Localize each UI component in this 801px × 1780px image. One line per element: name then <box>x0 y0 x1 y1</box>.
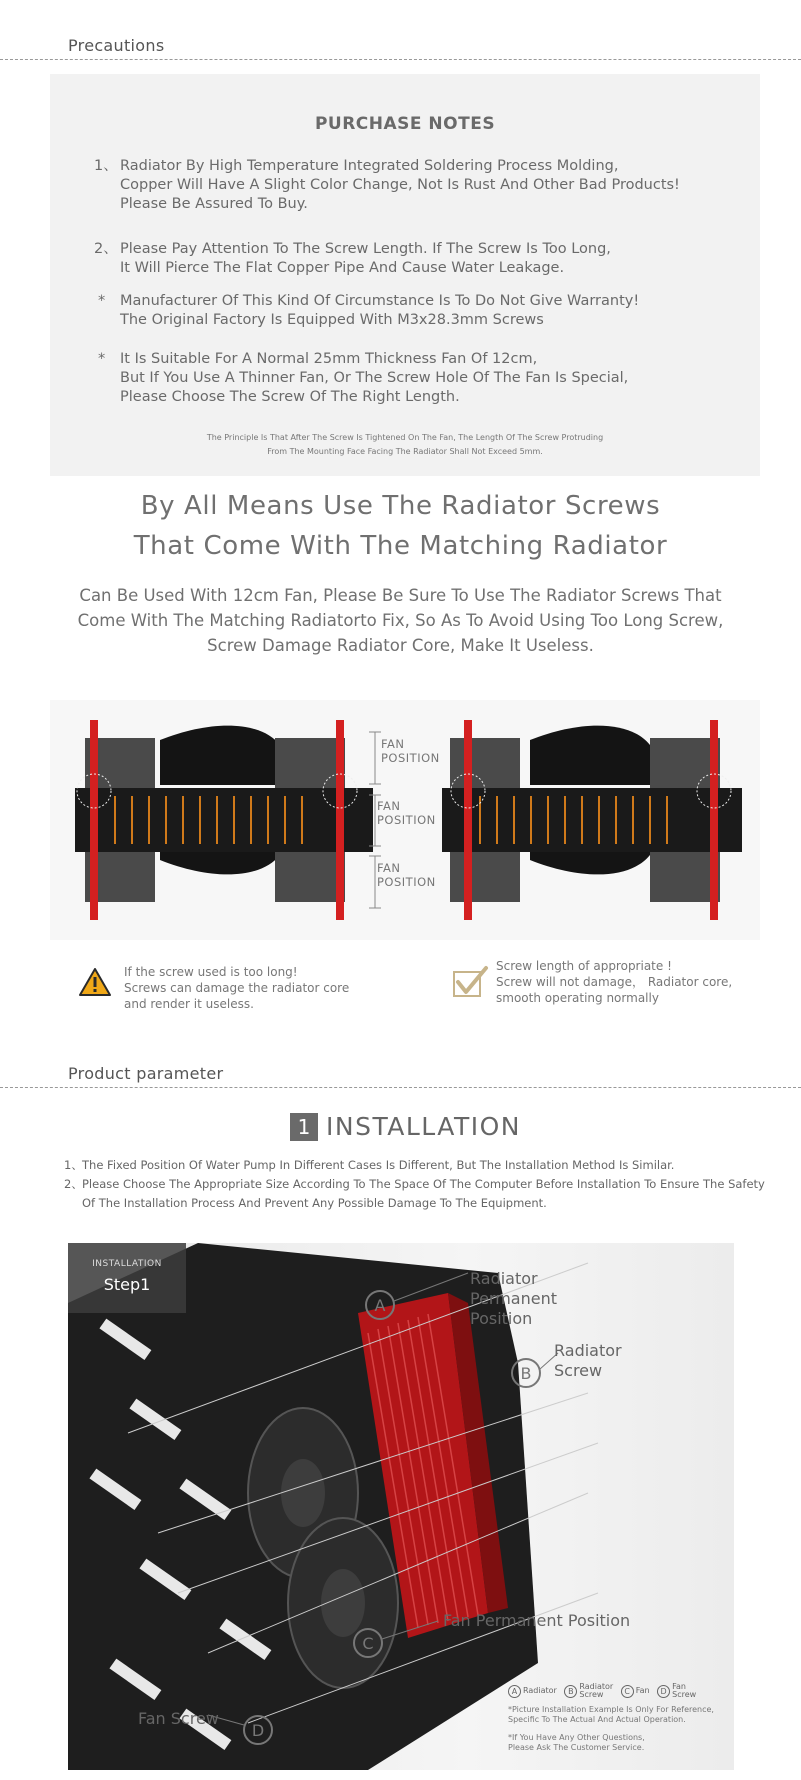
legend-label: Fan <box>635 1686 650 1695</box>
note-marker: 1、 <box>94 158 118 174</box>
fan-position-label: FAN POSITION <box>377 861 436 889</box>
note-marker: * <box>98 293 106 309</box>
radiator-screw-diagram <box>50 700 760 940</box>
legend-label: Radiator Screw <box>579 1682 614 1699</box>
step-badge <box>68 1243 186 1313</box>
note-text: Please Pay Attention To The Screw Length. If The Screw Is Too Long, It Will Pierce The Flat Copper Pipe And Cause Water Leakage. <box>120 241 611 276</box>
check-icon <box>450 964 490 1000</box>
purchase-notes-box <box>50 74 760 476</box>
radiator-too-long-screw <box>75 720 373 920</box>
radiator-correct-screw <box>442 720 742 920</box>
installation-item-text: Please Choose The Appropriate Size According To The Space Of The Computer Before Installation To Ensure The Safety Of The Installation Process And Prevent Any Possible Damage To The Equipment. <box>82 1177 765 1210</box>
svg-text:C: C <box>362 1634 374 1653</box>
legend-label: Fan Screw <box>672 1682 697 1699</box>
legend-letter: A <box>508 1685 521 1698</box>
ok-text: Screw length of appropriate ! Screw will not damage， Radiator core, smooth operating normally <box>496 959 733 1005</box>
note-text: Manufacturer Of This Kind Of Circumstance Is To Do Not Give Warranty! The Original Factory Is Equipped With M3x28.3mm Screws <box>120 293 640 328</box>
legend-letter: C <box>621 1685 634 1698</box>
warning-text: If the screw used is too long! Screws can damage the radiator core and render it useless. <box>124 965 350 1011</box>
precautions-header <box>0 30 801 60</box>
installation-item-marker: 1、 <box>64 1158 83 1172</box>
screw-length-legend <box>78 959 758 1014</box>
note-text: It Is Suitable For A Normal 25mm Thickness Fan Of 12cm, But If You Use A Thinner Fan, Or The Screw Hole Of The Fan Is Special, Please Choose The Screw Of The Right Length. <box>120 351 629 405</box>
part-legend <box>508 1683 701 1699</box>
callout-radiator-screw: Radiator Screw <box>554 1341 622 1380</box>
fan-position-label: FAN POSITION <box>377 799 436 827</box>
headline: By All Means Use The Radiator Screws That Come With The Matching Radiator <box>133 491 668 561</box>
step-badge-label: INSTALLATION <box>92 1259 162 1269</box>
legend-letter: D <box>657 1685 670 1698</box>
note-text: Radiator By High Temperature Integrated Soldering Process Molding, Copper Will Have A Slight Color Change, Not Is Rust And Other Bad Products! Please Be Assured To Buy. <box>120 158 680 212</box>
callout-fan-position: Fan Permanent Position <box>443 1611 631 1630</box>
callout-fan-screw: Fan Screw <box>138 1709 219 1728</box>
customer-service-note: *If You Have Any Other Questions, Please Ask The Customer Service. <box>508 1733 645 1752</box>
installation-title: INSTALLATION <box>326 1112 521 1141</box>
svg-text:A: A <box>374 1296 386 1315</box>
precautions-title: Precautions <box>68 36 165 55</box>
installation-number: 1 <box>290 1113 318 1141</box>
svg-text:D: D <box>251 1721 265 1740</box>
legend-label: Radiator <box>523 1686 557 1695</box>
installation-item-marker: 2、 <box>64 1177 83 1191</box>
step-badge-title: Step1 <box>103 1275 151 1294</box>
installation-item-text: The Fixed Position Of Water Pump In Different Cases Is Different, But The Installation Method Is Similar. <box>82 1158 675 1172</box>
warning-triangle-icon <box>78 967 112 997</box>
legend-letter: B <box>564 1685 577 1698</box>
note-marker: 2、 <box>94 241 118 257</box>
note-marker: * <box>98 351 106 367</box>
purchase-notes-title: PURCHASE NOTES <box>314 114 496 134</box>
svg-text:B: B <box>520 1364 532 1383</box>
installation-step1-illustration <box>68 1243 734 1770</box>
purchase-notes-footnote: The Principle Is That After The Screw Is Tightened On The Fan, The Length Of The Screw Protruding From The Mounting Face Facing The Radiator Shall Not Exceed 5mm. <box>206 433 604 456</box>
reference-note: *Picture Installation Example Is Only For Reference, Specific To The Actual And Actual Operation. <box>508 1705 714 1724</box>
callout-radiator-position: Radiator Permanent Position <box>470 1269 558 1328</box>
fan-position-label: FAN POSITION <box>381 737 440 765</box>
subtext: Can Be Used With 12cm Fan, Please Be Sure To Use The Radiator Screws That Come With The Matching Radiatorto Fix, So As To Avoid Using Too Long Screw, Screw Damage Radiator Core, Make It Useless. <box>77 586 724 655</box>
product-parameter-title: Product parameter <box>68 1064 224 1083</box>
product-parameter-header <box>0 1058 801 1088</box>
